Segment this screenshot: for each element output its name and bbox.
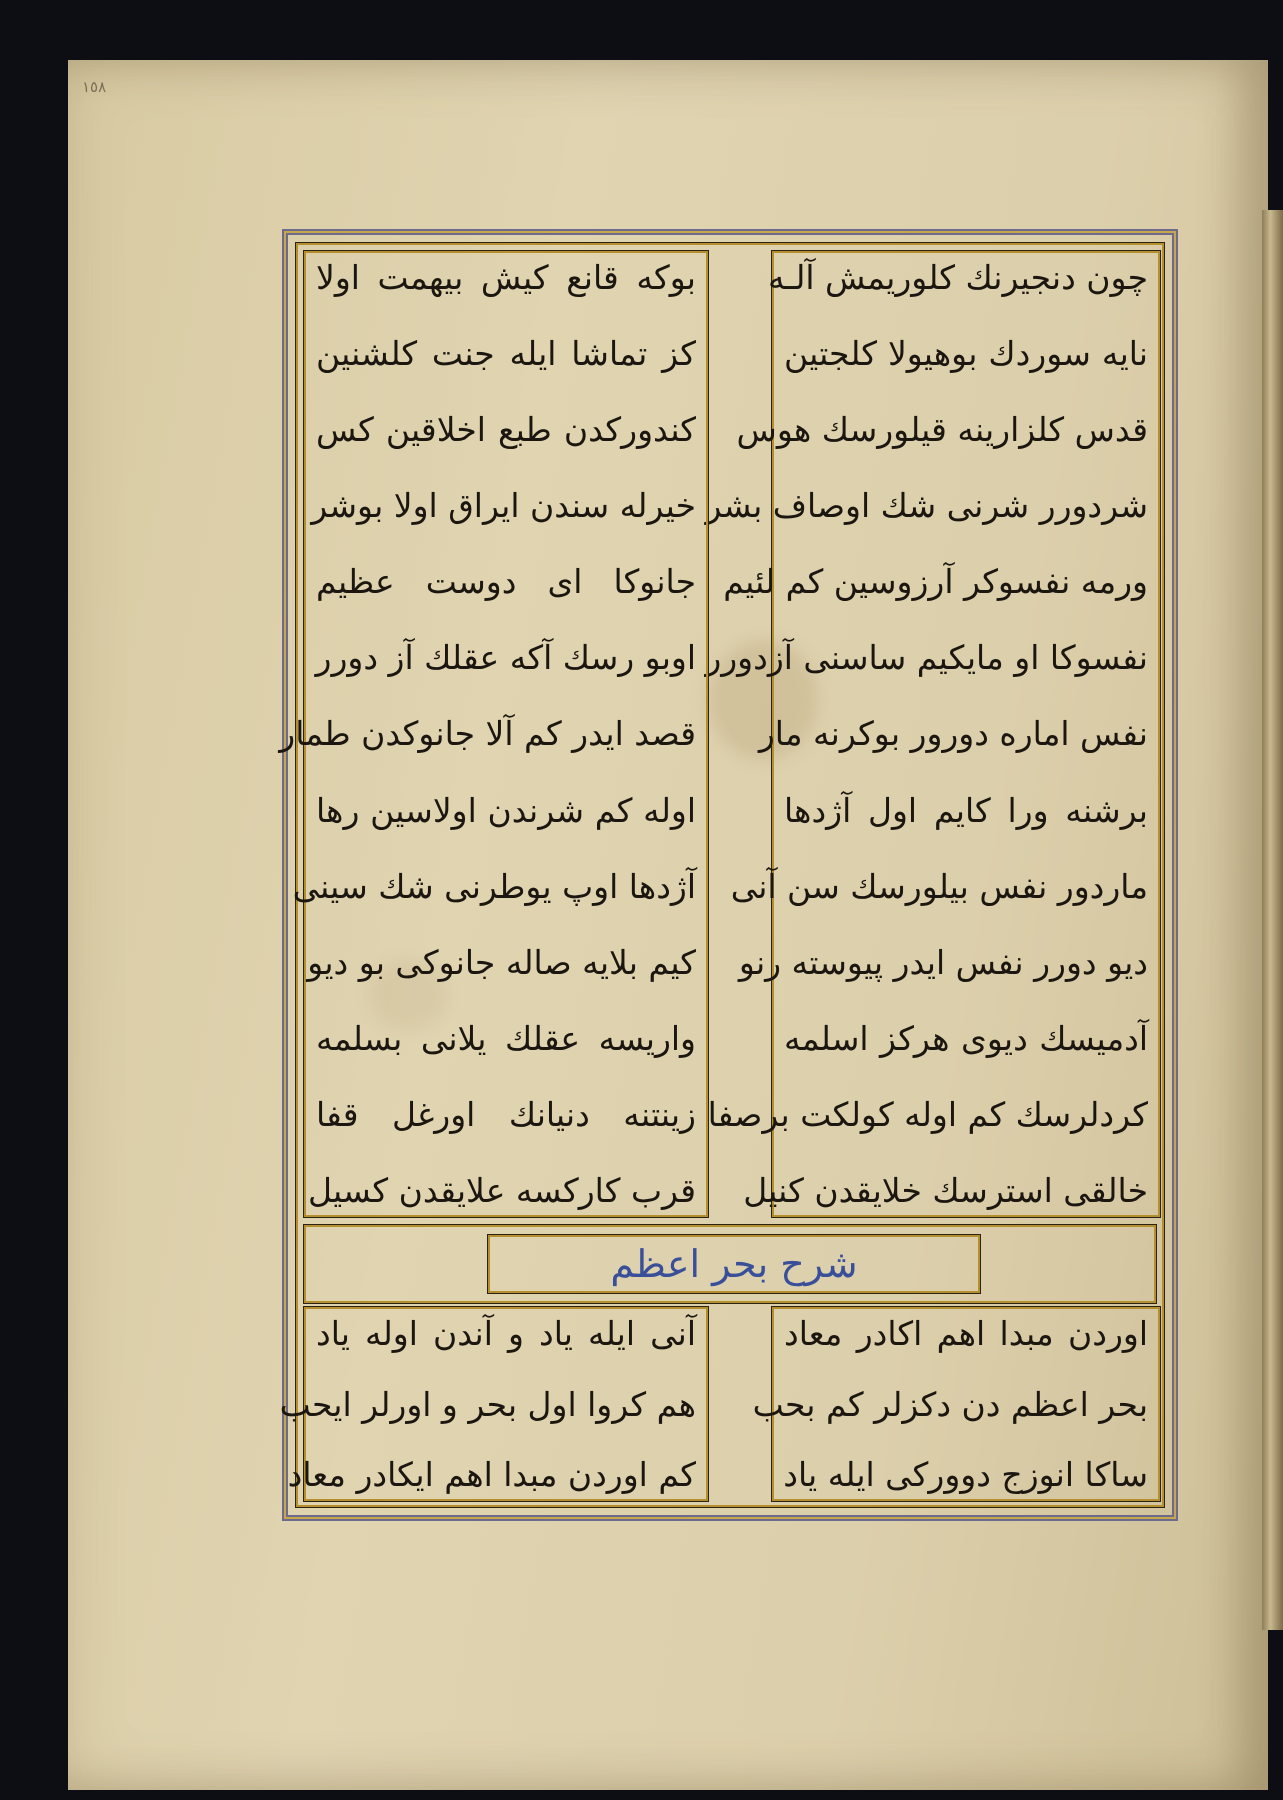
verse-line: خالقی استرسك خلایقدن کنیل bbox=[743, 1170, 1148, 1210]
section-heading-cartouche bbox=[488, 1235, 980, 1293]
verse-line: ساکا انوزج دوورکی ایله یاد bbox=[783, 1455, 1148, 1494]
verse-line: قدس کلزارینه قیلورسك هوس bbox=[736, 410, 1148, 450]
verse-line: قرب کارکسه علایقدن کسیل bbox=[308, 1170, 696, 1210]
verse-line: نایه سوردك بوهیولا کلجتین bbox=[784, 334, 1148, 374]
verse-line: کز تماشا ایله جنت کلشنین bbox=[316, 334, 696, 374]
verse-line: بوکه قانع کیش بیهمت اولا bbox=[316, 258, 696, 297]
verse-line: زینتنه دنیانك اورغل قفا bbox=[316, 1094, 696, 1134]
verse-line: ورمه نفسوکر آرزوسین کم لئیم bbox=[723, 562, 1148, 602]
verse-line: کیم بلایه صاله جانوکی بو دیو bbox=[307, 942, 696, 982]
verse-line: اوبو رسك آکه عقلك آز دورر bbox=[315, 638, 696, 678]
folio-number: ١٥٨ bbox=[82, 78, 107, 96]
verse-line: کندورکدن طبع اخلاقین کس bbox=[316, 410, 696, 450]
verse-line: جانوکا ای دوست عظیم bbox=[316, 562, 696, 602]
verse-line: اوله کم شرندن اولاسین رها bbox=[316, 790, 696, 830]
verse-line: ماردور نفس بیلورسك سن آنی bbox=[730, 866, 1148, 906]
text-block-inner-rule bbox=[279, 243, 1164, 1507]
verse-line: دیو دورر نفس ایدر پیوسته رنو bbox=[738, 942, 1148, 982]
verse-line: آنی ایله یاد و آندن اوله یاد bbox=[316, 1314, 696, 1353]
verse-line: آژدها اوپ یوطرنی شك سینی bbox=[292, 866, 696, 906]
verse-line: قصد ایدر کم آلا جانوکدن طمار bbox=[279, 714, 696, 754]
section-heading-band bbox=[304, 1225, 1156, 1303]
verse-line: بحر اعظم دن دکزلر کم بحب bbox=[752, 1384, 1148, 1424]
verse-line: آدمیسك دیوی هرکز اسلمه bbox=[784, 1018, 1148, 1058]
column-right-bottom bbox=[752, 1307, 1160, 1501]
column-left-bottom bbox=[279, 1307, 708, 1501]
verse-line: شردورر شرنی شك اوصاف بشر bbox=[705, 486, 1148, 526]
section-heading: شرح بحر اعظم bbox=[610, 1242, 858, 1286]
verse-line: نفسوکا او مایکیم ساسنی آزدورر bbox=[705, 638, 1148, 678]
verse-line: واریسه عقلك یلانی بسلمه bbox=[316, 1018, 696, 1058]
facing-page-edge bbox=[1262, 210, 1283, 1630]
verse-line: برشنه ورا کایم اول آژدها bbox=[784, 790, 1148, 830]
verse-line: چون دنجیرنك کلوریمش آلـه bbox=[767, 258, 1148, 297]
verse-line: کردلرسك کم اوله کولکت برصفا bbox=[707, 1094, 1148, 1134]
column-left-top bbox=[279, 251, 708, 1217]
verse-line: کم اوردن مبدا اهم ایکادر معاد bbox=[287, 1455, 696, 1494]
verse-line: نفس اماره دورور بوکرنه مار bbox=[758, 714, 1148, 754]
verse-line: هم کروا اول بحر و اورلر ایحب bbox=[279, 1384, 696, 1424]
verse-line: خیرله سندن ایراق اولا بوشر bbox=[311, 486, 696, 526]
text-block-frame bbox=[279, 233, 1174, 1517]
column-right-top bbox=[705, 251, 1160, 1217]
verse-line: اوردن مبدا اهم اکادر معاد bbox=[784, 1314, 1148, 1353]
